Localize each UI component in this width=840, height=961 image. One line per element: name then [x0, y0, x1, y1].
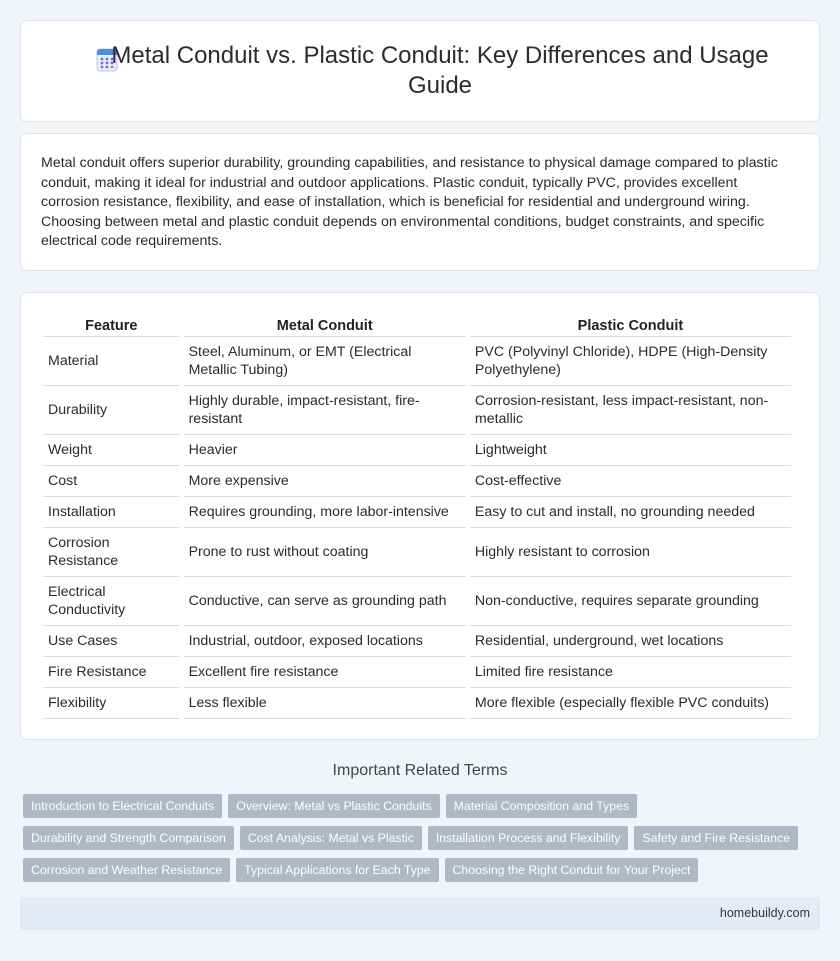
related-term-tag[interactable]: Durability and Strength Comparison — [23, 826, 234, 850]
plastic-cell: Non-conductive, requires separate grounding — [470, 577, 791, 626]
related-terms-list — [23, 794, 813, 882]
header-card — [20, 20, 820, 122]
comparison-table-card — [20, 292, 820, 740]
comparison-table — [39, 313, 795, 719]
intro-card — [20, 133, 820, 271]
feature-cell: Use Cases — [43, 626, 180, 657]
metal-cell: Requires grounding, more labor-intensive — [184, 497, 466, 528]
plastic-cell: Highly resistant to corrosion — [470, 528, 791, 577]
metal-cell: Steel, Aluminum, or EMT (Electrical Metallic Tubing) — [184, 337, 466, 386]
plastic-cell: Easy to cut and install, no grounding needed — [470, 497, 791, 528]
column-header-metal: Metal Conduit — [184, 313, 466, 337]
feature-cell: Weight — [43, 435, 180, 466]
table-row — [43, 386, 791, 435]
plastic-cell: Residential, underground, wet locations — [470, 626, 791, 657]
table-row — [43, 435, 791, 466]
related-term-tag[interactable]: Cost Analysis: Metal vs Plastic — [240, 826, 422, 850]
metal-cell: Highly durable, impact-resistant, fire-resistant — [184, 386, 466, 435]
metal-cell: Heavier — [184, 435, 466, 466]
table-row — [43, 337, 791, 386]
related-term-tag[interactable]: Safety and Fire Resistance — [634, 826, 798, 850]
related-term-tag[interactable]: Introduction to Electrical Conduits — [23, 794, 222, 818]
feature-cell: Flexibility — [43, 688, 180, 719]
related-term-tag[interactable]: Overview: Metal vs Plastic Conduits — [228, 794, 439, 818]
plastic-cell: Lightweight — [470, 435, 791, 466]
column-header-plastic: Plastic Conduit — [470, 313, 791, 337]
feature-cell: Fire Resistance — [43, 657, 180, 688]
related-term-tag[interactable]: Material Composition and Types — [446, 794, 637, 818]
table-row — [43, 577, 791, 626]
table-header-row — [43, 313, 791, 337]
table-row — [43, 528, 791, 577]
related-term-tag[interactable]: Choosing the Right Conduit for Your Project — [445, 858, 699, 882]
metal-cell: Industrial, outdoor, exposed locations — [184, 626, 466, 657]
table-row — [43, 466, 791, 497]
feature-cell: Material — [43, 337, 180, 386]
intro-paragraph: Metal conduit offers superior durability, grounding capabilities, and resistance to physical damage compared to plastic conduit, making it ideal for industrial and outdoor applications. Plastic conduit, typically PVC, provides excellent corrosion resistance, flexibility, and ease of installation, which is beneficial for residential and underground wiring. Choosing between metal and plastic conduit depends on environmental conditions, budget constraints, and specific electrical code requirements. — [41, 155, 778, 249]
related-term-tag[interactable]: Installation Process and Flexibility — [428, 826, 629, 850]
metal-cell: Conductive, can serve as grounding path — [184, 577, 466, 626]
feature-cell: Installation — [43, 497, 180, 528]
feature-cell: Cost — [43, 466, 180, 497]
feature-cell: Electrical Conductivity — [43, 577, 180, 626]
table-row — [43, 497, 791, 528]
plastic-cell: Corrosion-resistant, less impact-resistant, non-metallic — [470, 386, 791, 435]
footer — [20, 897, 820, 930]
plastic-cell: Cost-effective — [470, 466, 791, 497]
metal-cell: Prone to rust without coating — [184, 528, 466, 577]
metal-cell: More expensive — [184, 466, 466, 497]
plastic-cell: Limited fire resistance — [470, 657, 791, 688]
feature-cell: Corrosion Resistance — [43, 528, 180, 577]
metal-cell: Less flexible — [184, 688, 466, 719]
feature-cell: Durability — [43, 386, 180, 435]
metal-cell: Excellent fire resistance — [184, 657, 466, 688]
related-term-tag[interactable]: Typical Applications for Each Type — [236, 858, 438, 882]
table-row — [43, 626, 791, 657]
plastic-cell: PVC (Polyvinyl Chloride), HDPE (High-Density Polyethylene) — [470, 337, 791, 386]
table-row — [43, 657, 791, 688]
table-row — [43, 688, 791, 719]
column-header-feature: Feature — [43, 313, 180, 337]
related-terms-title: Important Related Terms — [332, 762, 508, 779]
related-term-tag[interactable]: Corrosion and Weather Resistance — [23, 858, 230, 882]
footer-site-link[interactable]: homebuildy.com — [719, 906, 810, 920]
plastic-cell: More flexible (especially flexible PVC conduits) — [470, 688, 791, 719]
page-title: Metal Conduit vs. Plastic Conduit: Key Differences and Usage Guide — [111, 42, 769, 99]
